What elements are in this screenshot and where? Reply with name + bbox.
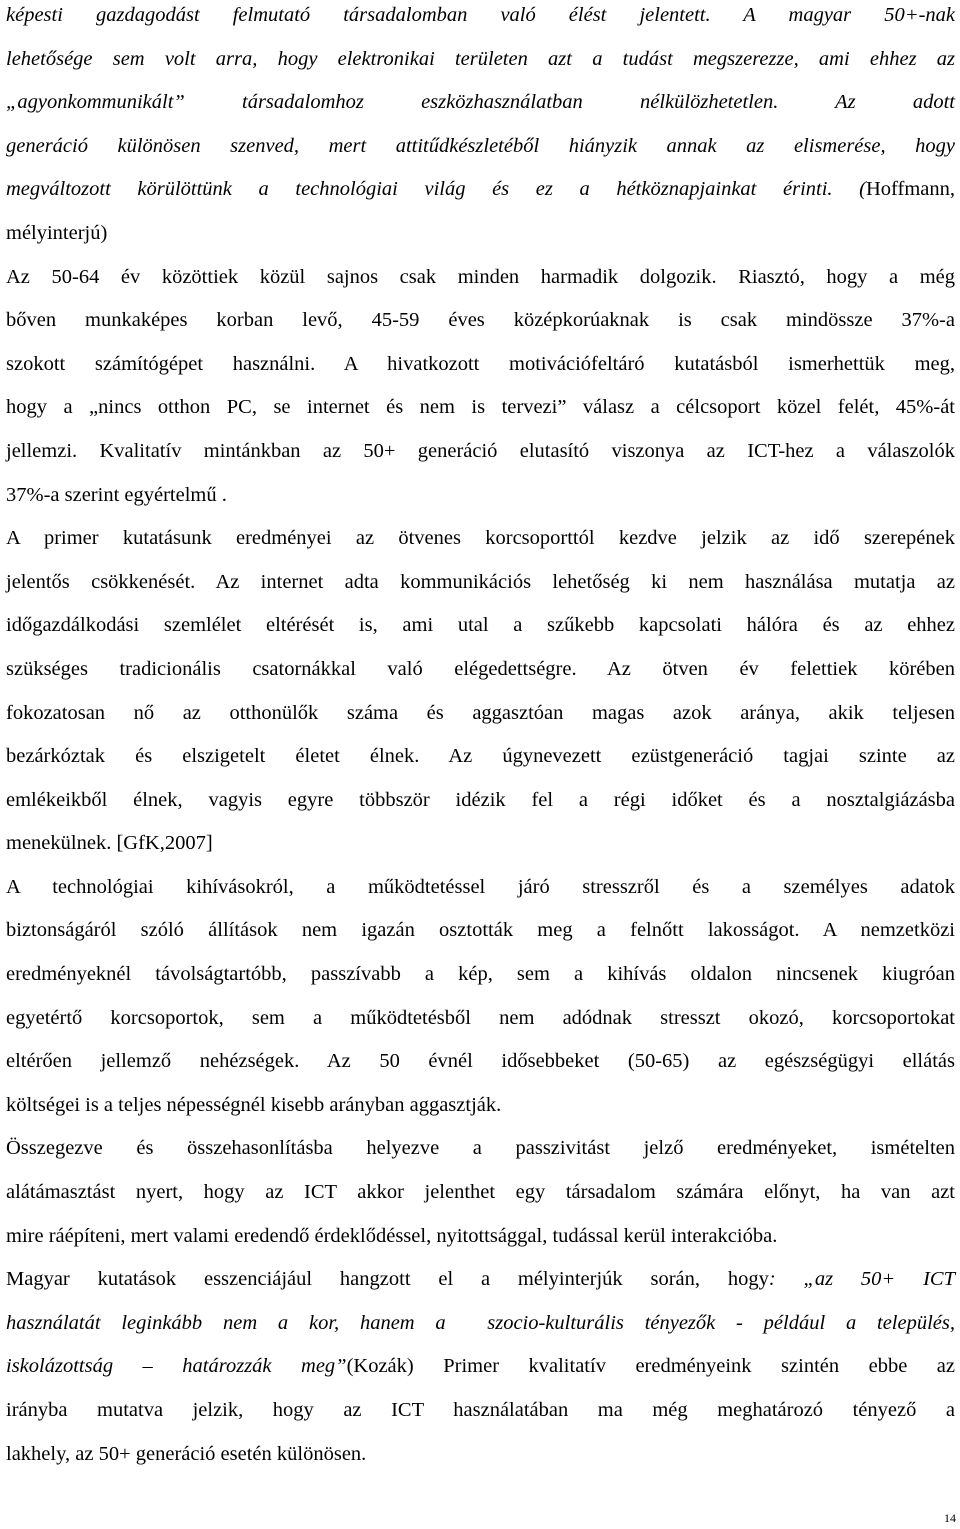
text-line: [6, 517, 955, 561]
text-line: [6, 1127, 955, 1171]
text-segment: mire ráépíteni, mert valami eredendő érdeklődéssel, nyitottsággal, tudással kerül interakcióba.: [6, 1224, 778, 1247]
text-line: [6, 81, 955, 125]
text-line: [6, 212, 955, 256]
text-segment: bőven munkaképes korban levő, 45-59 éves középkorúaknak is csak mindössze 37%-a: [6, 309, 955, 332]
text-segment: költségei is a teljes népességnél kisebb arányban aggasztják.: [6, 1093, 502, 1116]
text-segment: (: [832, 178, 866, 201]
text-line: [6, 1171, 955, 1215]
text-line: [6, 604, 955, 648]
text-segment: szükséges tradicionális csatornákkal való elégedettségre. Az ötven év felettiek körében: [6, 657, 955, 680]
text-segment: használatát leginkább nem a kor, hanem a szocio-kulturális tényezők - például a település,: [6, 1311, 955, 1334]
text-segment: lehetősége sem volt arra, hogy elektronikai területen azt a tudást megszerezze, ami ehhez az: [6, 47, 955, 70]
text-segment: eltérően jellemző nehézségek. Az 50 évnél idősebbeket (50-65) az egészségügyi ellátás: [6, 1050, 955, 1073]
text-segment: A technológiai kihívásokról, a működtetéssel járó stresszről és a személyes adatok: [6, 875, 955, 898]
text-line: [6, 343, 955, 387]
text-segment: generáció különösen szenved, mert attitűdkészletéből hiányzik annak az elismerése, hogy: [6, 134, 955, 157]
text-line: [6, 1215, 955, 1259]
text-segment: iskolázottság – határozzák meg”: [6, 1355, 347, 1378]
text-segment: alátámasztást nyert, hogy az ICT akkor jelenthet egy társadalom számára előnyt, ha van azt: [6, 1181, 955, 1204]
text-segment: Magyar kutatások esszenciájául hangzott el a mélyinterjúk során, hogy: [6, 1268, 769, 1291]
text-segment: biztonságáról szóló állítások nem igazán osztották meg a felnőtt lakosságot. A nemzetközi: [6, 919, 955, 942]
text-segment: jellemzi. Kvalitatív mintánkban az 50+ generáció elutasító viszonya az ICT-hez a válaszolók: [6, 439, 955, 462]
text-segment: lakhely, az 50+ generáció esetén különösen.: [6, 1442, 367, 1465]
text-segment: 37%-a szerint egyértelmű .: [6, 483, 227, 506]
text-line: [6, 692, 955, 736]
text-segment: jelentős csökkenését. Az internet adta kommunikációs lehetőség ki nem használása mutatja az: [6, 570, 955, 593]
text-line: [6, 1433, 955, 1477]
text-line: [6, 430, 955, 474]
page-number: 14: [944, 1511, 956, 1525]
text-line: [6, 735, 955, 779]
text-line: [6, 866, 955, 910]
text-segment: bezárkóztak és elszigetelt életet élnek. Az úgynevezett ezüstgeneráció tagjai szinte az: [6, 745, 955, 768]
text-segment: egyetértő korcsoportok, sem a működtetésből nem adódnak stresszt okozó, korcsoportokat: [6, 1006, 955, 1029]
text-line: [6, 779, 955, 823]
text-line: [6, 822, 955, 866]
text-line: [6, 168, 955, 212]
text-line: [6, 38, 955, 82]
text-segment: Hoffmann,: [866, 178, 956, 201]
text-line: [6, 125, 955, 169]
text-segment: eredményeknél távolságtartóbb, passzívabb a kép, sem a kihívás oldalon nincsenek kiugróan: [6, 963, 955, 986]
text-segment: A primer kutatásunk eredményei az ötvenes korcsoporttól kezdve jelzik az idő szerepének: [6, 527, 955, 550]
text-line: [6, 1302, 955, 1346]
text-segment: szokott számítógépet használni. A hivatkozott motivációfeltáró kutatásból ismerhettük meg,: [6, 352, 955, 375]
text-line: [6, 299, 955, 343]
text-segment: irányba mutatva jelzik, hogy az ICT használatában ma még meghatározó tényező a: [6, 1399, 955, 1421]
text-segment: képesti gazdagodást felmutató társadalomban való élést jelentett. A magyar 50+-nak: [6, 4, 955, 26]
text-line: [6, 1389, 955, 1433]
text-line: [6, 1345, 955, 1389]
text-line: [6, 648, 955, 692]
text-segment: hogy a „nincs otthon PC, se internet és nem is tervezi” válasz a célcsoport közel felét, 45%-át: [6, 396, 955, 419]
text-line: [6, 256, 955, 300]
text-line: [6, 997, 955, 1041]
text-line: [6, 561, 955, 605]
text-line: [6, 953, 955, 997]
text-segment: Összegezve és összehasonlításba helyezve a passzivitást jelző eredményeket, ismételten: [6, 1137, 955, 1160]
text-line: [6, 474, 955, 518]
text-segment: menekülnek. [GfK,2007]: [6, 832, 213, 855]
text-line: [6, 1040, 955, 1084]
text-segment: emlékeikből élnek, vagyis egyre többször idézik fel a régi időket és a nosztalgiázásba: [6, 788, 955, 811]
text-segment: mélyinterjú): [6, 221, 108, 244]
text-segment: : „az 50+ ICT: [768, 1268, 955, 1291]
text-segment: „agyonkommunikált” társadalomhoz eszközhasználatban nélkülözhetetlen. Az adott: [6, 91, 955, 114]
text-line: [6, 386, 955, 430]
text-line: [6, 1258, 955, 1302]
text-segment: Az 50-64 év közöttiek közül sajnos csak minden harmadik dolgozik. Riasztó, hogy a még: [6, 265, 955, 288]
text-line: [6, 1084, 955, 1128]
text-line: [6, 0, 955, 38]
text-segment: megváltozott körülöttünk a technológiai világ és ez a hétköznapjainkat érinti.: [6, 178, 833, 201]
text-segment: fokozatosan nő az otthonülők száma és aggasztóan magas azok aránya, akik teljesen: [6, 701, 955, 724]
text-segment: (Kozák) Primer kvalitatív eredményeink szintén ebbe az: [346, 1355, 955, 1378]
text-line: [6, 909, 955, 953]
text-segment: időgazdálkodási szemlélet eltérését is, ami utal a szűkebb kapcsolati hálóra és az ehhez: [6, 614, 955, 637]
document-body: [6, 0, 955, 1476]
